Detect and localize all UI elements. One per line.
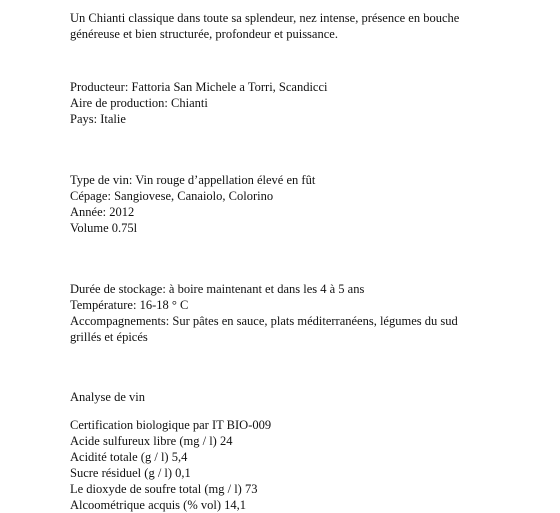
producer-line: Producteur: Fattoria San Michele a Torri, Scandicci: [70, 80, 328, 94]
wine-type-line: Type de vin: Vin rouge d’appellation élevé en fût: [70, 173, 316, 187]
document-page: [70, 10, 550, 513]
storage-section: [70, 281, 550, 345]
storage-duration-line: Durée de stockage: à boire maintenant et dans les 4 à 5 ans: [70, 282, 365, 296]
intro-line: généreuse et bien structurée, profondeur et puissance.: [70, 27, 338, 41]
total-sulfur-dioxide-line: Le dioxyde de soufre total (mg / l) 73: [70, 482, 258, 496]
intro-paragraph: [70, 10, 550, 42]
analysis-section: [70, 417, 550, 513]
pairings-line: Accompagnements: Sur pâtes en sauce, plats méditerranéens, légumes du sud: [70, 314, 458, 328]
grape-line: Cépage: Sangiovese, Canaiolo, Colorino: [70, 189, 274, 203]
residual-sugar-line: Sucre résiduel (g / l) 0,1: [70, 466, 191, 480]
volume-line: Volume 0.75l: [70, 221, 138, 235]
temperature-line: Température: 16-18 ° C: [70, 298, 189, 312]
free-sulfur-line: Acide sulfureux libre (mg / l) 24: [70, 434, 233, 448]
analysis-heading-block: [70, 389, 550, 405]
wine-section: [70, 172, 550, 236]
pairings-line-continued: grillés et épicés: [70, 330, 148, 344]
year-line: Année: 2012: [70, 205, 135, 219]
origin-section: [70, 79, 550, 127]
alcohol-line: Alcoométrique acquis (% vol) 14,1: [70, 498, 246, 512]
country-line: Pays: Italie: [70, 112, 126, 126]
total-acidity-line: Acidité totale (g / l) 5,4: [70, 450, 188, 464]
certification-line: Certification biologique par IT BIO-009: [70, 418, 272, 432]
intro-line: Un Chianti classique dans toute sa splendeur, nez intense, présence en bouche: [70, 11, 460, 25]
analysis-heading: Analyse de vin: [70, 390, 145, 404]
production-area-line: Aire de production: Chianti: [70, 96, 208, 110]
